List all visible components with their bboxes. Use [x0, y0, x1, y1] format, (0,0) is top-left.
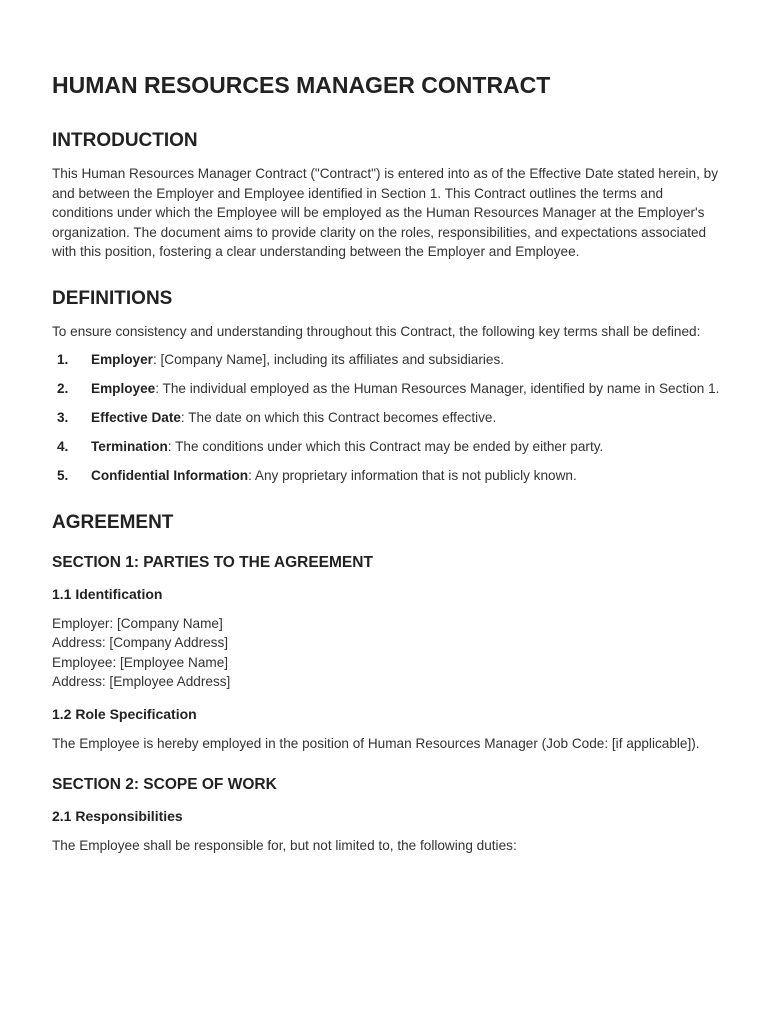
section1-heading: SECTION 1: PARTIES TO THE AGREEMENT: [52, 553, 373, 571]
introduction-body: This Human Resources Manager Contract ("Contract") is entered into as of the Effective Date stated herein, by and between the Employer and Employee identified in Section 1. This Contract outlines the terms and conditions under which the Employee will be employed as the Human Resources Manager at the Employer's organization. The document aims to provide clarity on the roles, responsibilities, and expectations associated with this position, fostering a clear understanding between the Employer and Employee.: [52, 166, 718, 260]
identification-block: [52, 614, 720, 692]
employee-line: Employee: [Employee Name]: [52, 654, 229, 670]
definition-item: [52, 379, 720, 399]
employee-address-line: Address: [Employee Address]: [52, 674, 231, 690]
definition-text: : [Company Name], including its affiliates and subsidiaries.: [152, 351, 505, 367]
employer-line: Employer: [Company Name]: [52, 615, 223, 631]
definition-term: Employer: [91, 351, 153, 367]
document-title: HUMAN RESOURCES MANAGER CONTRACT: [52, 72, 551, 98]
definition-term: Employee: [91, 380, 156, 396]
definition-text: : Any proprietary information that is not publicly known.: [248, 467, 577, 483]
responsibilities-body: The Employee shall be responsible for, but not limited to, the following duties:: [52, 837, 517, 853]
definition-item: [52, 437, 720, 457]
definition-item: [52, 350, 720, 370]
definition-text: : The individual employed as the Human Resources Manager, identified by name in Section 1.: [155, 380, 720, 396]
identification-heading: 1.1 Identification: [52, 585, 163, 602]
role-specification-body: The Employee is hereby employed in the position of Human Resources Manager (Job Code: [if applicable]).: [52, 735, 700, 751]
definitions-heading: DEFINITIONS: [52, 287, 173, 309]
definition-item: [52, 466, 720, 486]
definition-number: 2.: [57, 380, 69, 396]
definitions-intro: To ensure consistency and understanding throughout this Contract, the following key terms shall be defined:: [52, 323, 701, 339]
agreement-heading: AGREEMENT: [52, 511, 174, 533]
responsibilities-heading: 2.1 Responsibilities: [52, 807, 183, 824]
section2-heading: SECTION 2: SCOPE OF WORK: [52, 775, 277, 793]
definition-term: Confidential Information: [91, 467, 249, 483]
role-specification-heading: 1.2 Role Specification: [52, 705, 197, 722]
introduction-heading: INTRODUCTION: [52, 130, 198, 151]
definition-number: 3.: [57, 409, 69, 425]
definition-number: 1.: [57, 351, 69, 367]
definitions-list: [52, 350, 720, 486]
definition-term: Termination: [91, 438, 168, 454]
definition-term: Effective Date: [91, 409, 181, 425]
definition-number: 5.: [57, 467, 69, 483]
employer-address-line: Address: [Company Address]: [52, 635, 229, 651]
definition-item: [52, 408, 720, 428]
definition-number: 4.: [57, 438, 69, 454]
definition-text: : The date on which this Contract becomes effective.: [180, 409, 497, 425]
definition-text: : The conditions under which this Contract may be ended by either party.: [167, 438, 604, 454]
